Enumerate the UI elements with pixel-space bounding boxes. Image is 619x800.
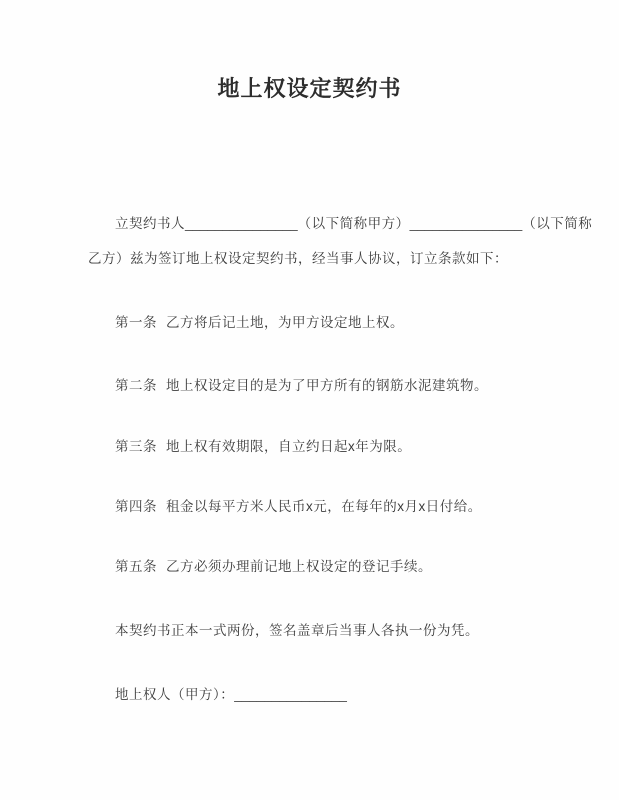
clause-3-number: 第三条 bbox=[115, 439, 157, 454]
signature-line bbox=[88, 686, 559, 704]
signature-party-a-label: 地上权人（甲方）： bbox=[115, 687, 235, 702]
clause-3 bbox=[88, 438, 559, 456]
clause-1-number: 第一条 bbox=[115, 315, 157, 330]
intro-line-2: 乙方）兹为签订地上权设定契约书，经当事人协议，订立条款如下： bbox=[88, 251, 508, 266]
clause-2-text: 地上权设定目的是为了甲方所有的钢筋水泥建筑物。 bbox=[166, 378, 488, 393]
signature-party-a-blank: _______________ bbox=[234, 687, 347, 702]
clause-5 bbox=[88, 558, 559, 576]
clause-4 bbox=[88, 498, 559, 516]
party-a-name-blank: _______________ bbox=[185, 216, 298, 231]
clause-5-text: 乙方必须办理前记地上权设定的登记手续。 bbox=[166, 559, 432, 574]
document-title: 地上权设定契约书 bbox=[217, 76, 402, 101]
clause-4-number: 第四条 bbox=[115, 499, 157, 514]
clause-1 bbox=[88, 314, 559, 332]
clause-2 bbox=[88, 377, 559, 395]
clause-4-text: 租金以每平方米人民币x元，在每年的x月x日付给。 bbox=[166, 499, 482, 514]
clause-2-number: 第二条 bbox=[115, 378, 157, 393]
clause-3-text: 地上权有效期限，自立约日起x年为限。 bbox=[166, 439, 412, 454]
party-a-label: （以下简称甲方） bbox=[297, 216, 410, 231]
closing-statement: 本契约书正本一式两份，签名盖章后当事人各执一份为凭。 bbox=[115, 623, 479, 638]
intro-line-1 bbox=[88, 215, 593, 233]
party-b-name-blank: _______________ bbox=[409, 216, 523, 231]
clause-5-number: 第五条 bbox=[115, 559, 157, 574]
clause-1-text: 乙方将后记土地，为甲方设定地上权。 bbox=[166, 315, 404, 330]
intro-lead-text: 立契约书人 bbox=[115, 216, 185, 231]
intro-tail-text: （以下简称 bbox=[522, 216, 593, 231]
